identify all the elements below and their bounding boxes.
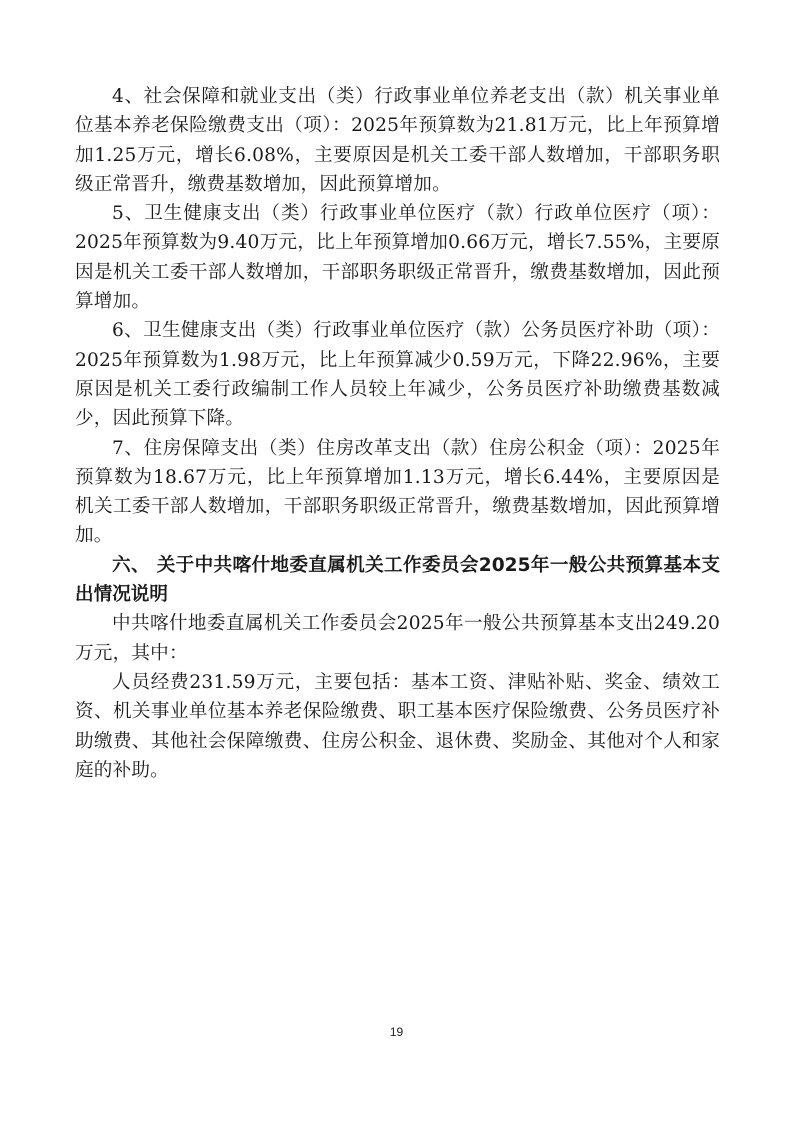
paragraph-civil-servant-medical-subsidy: 6、卫生健康支出（类）行政事业单位医疗（款）公务员医疗补助（项）：2025年预算数为1.98万元，比上年预算减少0.59万元，下降22.96%，主要原因是机关工委行政编制工作人员较上年减少，公务员医疗补助缴费基数减少，因此预算下降。 xyxy=(75,320,720,430)
paragraph-administrative-medical: 5、卫生健康支出（类）行政事业单位医疗（款）行政单位医疗（项）：2025年预算数为9.40万元，比上年预算增加0.66万元，增长7.55%，主要原因是机关工委干部人数增加，干部职务职级正常晋升，缴费基数增加，因此预算增加。 xyxy=(75,203,720,313)
document-body xyxy=(75,82,720,785)
paragraph-pension-expenditure: 4、社会保障和就业支出（类）行政事业单位养老支出（款）机关事业单位基本养老保险缴费支出（项）：2025年预算数为21.81万元，比上年预算增加1.25万元，增长6.08%，主要原因是机关工委干部人数增加，干部职务职级正常晋升，缴费基数增加，因此预算增加。 xyxy=(75,86,720,195)
section-heading-basic-expenditure: 六、 关于中共喀什地委直属机关工作委员会2025年一般公共预算基本支出情况说明 xyxy=(75,554,720,606)
paragraph-personnel-expenses: 人员经费231.59万元，主要包括：基本工资、津贴补贴、奖金、绩效工资、机关事业单位基本养老保险缴费、职工基本医疗保险缴费、公务员医疗补助缴费、其他社会保障缴费、住房公积金、退休费、奖励金、其他对个人和家庭的补助。 xyxy=(75,671,720,781)
page-number: 19 xyxy=(389,1025,404,1039)
paragraph-housing-provident-fund: 7、住房保障支出（类）住房改革支出（款）住房公积金（项）：2025年预算数为18.67万元，比上年预算增加1.13万元，增长6.44%，主要原因是机关工委干部人数增加，干部职务职级正常晋升，缴费基数增加，因此预算增加。 xyxy=(75,437,720,547)
paragraph-basic-expenditure-total: 中共喀什地委直属机关工作委员会2025年一般公共预算基本支出249.20万元，其中： xyxy=(75,613,720,664)
